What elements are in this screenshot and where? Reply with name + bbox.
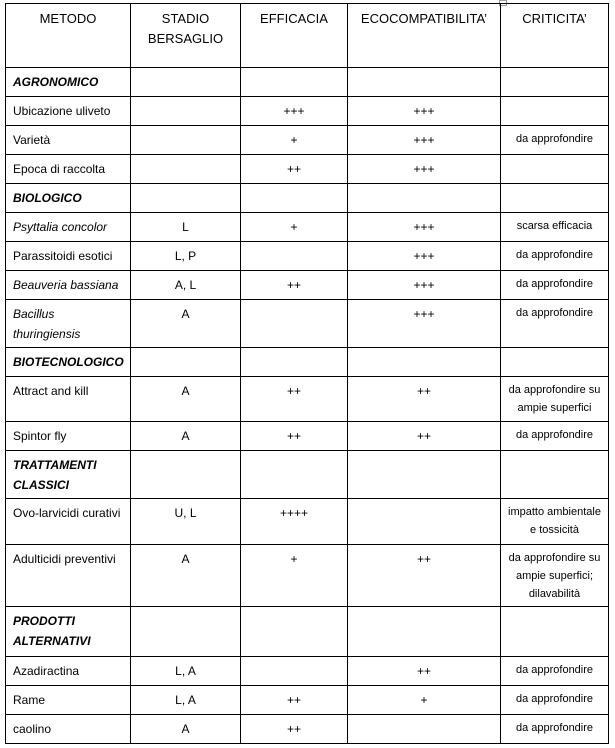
table-row <box>6 377 609 422</box>
header-row <box>6 4 609 68</box>
table-row <box>6 657 609 686</box>
table-row <box>6 126 609 155</box>
cell-metodo: caolino <box>6 715 131 744</box>
empty-cell <box>131 348 241 377</box>
section-row <box>6 68 609 97</box>
empty-cell <box>501 607 609 657</box>
section-row <box>6 348 609 377</box>
cell-criticita: da approfondire su ampie superfici; dilavabilità <box>501 545 609 607</box>
cell-stadio: A <box>131 545 241 607</box>
cell-criticita: da approfondire <box>501 126 609 155</box>
cell-efficacia: + <box>241 213 348 242</box>
cell-efficacia <box>241 242 348 271</box>
cell-stadio: L, P <box>131 242 241 271</box>
table-row <box>6 499 609 545</box>
cell-criticita <box>501 155 609 184</box>
cell-criticita: da approfondire <box>501 422 609 451</box>
cell-metodo: Spintor fly <box>6 422 131 451</box>
cell-efficacia: + <box>241 126 348 155</box>
header-criticita: CRITICITA’ <box>501 4 609 68</box>
section-label: BIOTECNOLOGICO <box>6 348 131 377</box>
table-row <box>6 271 609 300</box>
cell-metodo: Parassitoidi esotici <box>6 242 131 271</box>
cell-efficacia: +++ <box>241 97 348 126</box>
cell-metodo: Adulticidi preventivi <box>6 545 131 607</box>
cell-efficacia: + <box>241 545 348 607</box>
empty-cell <box>241 184 348 213</box>
cell-efficacia: ++ <box>241 422 348 451</box>
cell-ecocompatibilita: +++ <box>348 242 501 271</box>
empty-cell <box>348 348 501 377</box>
cell-metodo: Varietà <box>6 126 131 155</box>
cell-efficacia <box>241 657 348 686</box>
table-row <box>6 300 609 348</box>
cell-stadio <box>131 155 241 184</box>
cell-stadio: A <box>131 300 241 348</box>
cell-ecocompatibilita: ++ <box>348 377 501 422</box>
empty-cell <box>241 348 348 377</box>
cell-criticita: da approfondire <box>501 300 609 348</box>
table-row <box>6 242 609 271</box>
cell-ecocompatibilita: +++ <box>348 155 501 184</box>
empty-cell <box>131 68 241 97</box>
cell-stadio: A <box>131 715 241 744</box>
cell-ecocompatibilita: +++ <box>348 126 501 155</box>
cell-stadio: A <box>131 377 241 422</box>
empty-cell <box>348 184 501 213</box>
cell-metodo: Ubicazione uliveto <box>6 97 131 126</box>
header-stadio: STADIO BERSAGLIO <box>131 4 241 68</box>
cell-stadio: L <box>131 213 241 242</box>
section-label: AGRONOMICO <box>6 68 131 97</box>
empty-cell <box>241 451 348 499</box>
cell-ecocompatibilita: ++ <box>348 545 501 607</box>
table-row <box>6 97 609 126</box>
cell-efficacia: ++ <box>241 715 348 744</box>
cell-efficacia: ++ <box>241 271 348 300</box>
cell-criticita: da approfondire <box>501 271 609 300</box>
cell-criticita <box>501 97 609 126</box>
empty-cell <box>501 68 609 97</box>
empty-cell <box>348 68 501 97</box>
section-row <box>6 607 609 657</box>
empty-cell <box>131 184 241 213</box>
empty-cell <box>501 348 609 377</box>
table-row <box>6 155 609 184</box>
cell-efficacia: ++++ <box>241 499 348 545</box>
cell-efficacia: ++ <box>241 686 348 715</box>
cell-criticita: scarsa efficacia <box>501 213 609 242</box>
cell-stadio <box>131 97 241 126</box>
section-row <box>6 451 609 499</box>
cell-stadio <box>131 126 241 155</box>
cell-metodo: Epoca di raccolta <box>6 155 131 184</box>
header-metodo: METODO <box>6 4 131 68</box>
cell-efficacia <box>241 300 348 348</box>
table-row <box>6 715 609 744</box>
cell-stadio: A, L <box>131 271 241 300</box>
empty-cell <box>501 184 609 213</box>
cell-metodo: Attract and kill <box>6 377 131 422</box>
empty-cell <box>241 68 348 97</box>
cell-ecocompatibilita: ++ <box>348 657 501 686</box>
cell-stadio: L, A <box>131 686 241 715</box>
cell-ecocompatibilita <box>348 499 501 545</box>
empty-cell <box>131 607 241 657</box>
cell-metodo: Psyttalia concolor <box>6 213 131 242</box>
cell-stadio: U, L <box>131 499 241 545</box>
cell-metodo: Rame <box>6 686 131 715</box>
table-row <box>6 686 609 715</box>
empty-cell <box>241 607 348 657</box>
cell-stadio: L, A <box>131 657 241 686</box>
cell-ecocompatibilita: +++ <box>348 271 501 300</box>
cell-ecocompatibilita: + <box>348 686 501 715</box>
table-row <box>6 422 609 451</box>
cell-criticita: da approfondire <box>501 242 609 271</box>
cell-ecocompatibilita: +++ <box>348 97 501 126</box>
cell-metodo: Beauveria bassiana <box>6 271 131 300</box>
empty-cell <box>348 607 501 657</box>
cell-metodo: Azadiractina <box>6 657 131 686</box>
section-label: BIOLOGICO <box>6 184 131 213</box>
section-label: PRODOTTI ALTERNATIVI <box>6 607 131 657</box>
empty-cell <box>501 451 609 499</box>
section-row <box>6 184 609 213</box>
cell-criticita: da approfondire <box>501 686 609 715</box>
cell-metodo: Bacillus thuringiensis <box>6 300 131 348</box>
methods-table <box>5 3 609 744</box>
cell-criticita: da approfondire <box>501 715 609 744</box>
cell-efficacia: ++ <box>241 377 348 422</box>
cell-ecocompatibilita: +++ <box>348 300 501 348</box>
cell-stadio: A <box>131 422 241 451</box>
cell-ecocompatibilita: ++ <box>348 422 501 451</box>
table-row <box>6 545 609 607</box>
cell-metodo: Ovo-larvicidi curativi <box>6 499 131 545</box>
cell-efficacia: ++ <box>241 155 348 184</box>
empty-cell <box>131 451 241 499</box>
cell-ecocompatibilita: +++ <box>348 213 501 242</box>
empty-cell <box>348 451 501 499</box>
cell-ecocompatibilita <box>348 715 501 744</box>
section-label: TRATTAMENTI CLASSICI <box>6 451 131 499</box>
cell-criticita: da approfondire <box>501 657 609 686</box>
cell-criticita: da approfondire su ampie superfici <box>501 377 609 422</box>
cell-criticita: impatto ambientale e tossicità <box>501 499 609 545</box>
header-ecocompatibilita: ECOCOMPATIBILITA’ <box>348 4 501 68</box>
table-row <box>6 213 609 242</box>
header-efficacia: EFFICACIA <box>241 4 348 68</box>
